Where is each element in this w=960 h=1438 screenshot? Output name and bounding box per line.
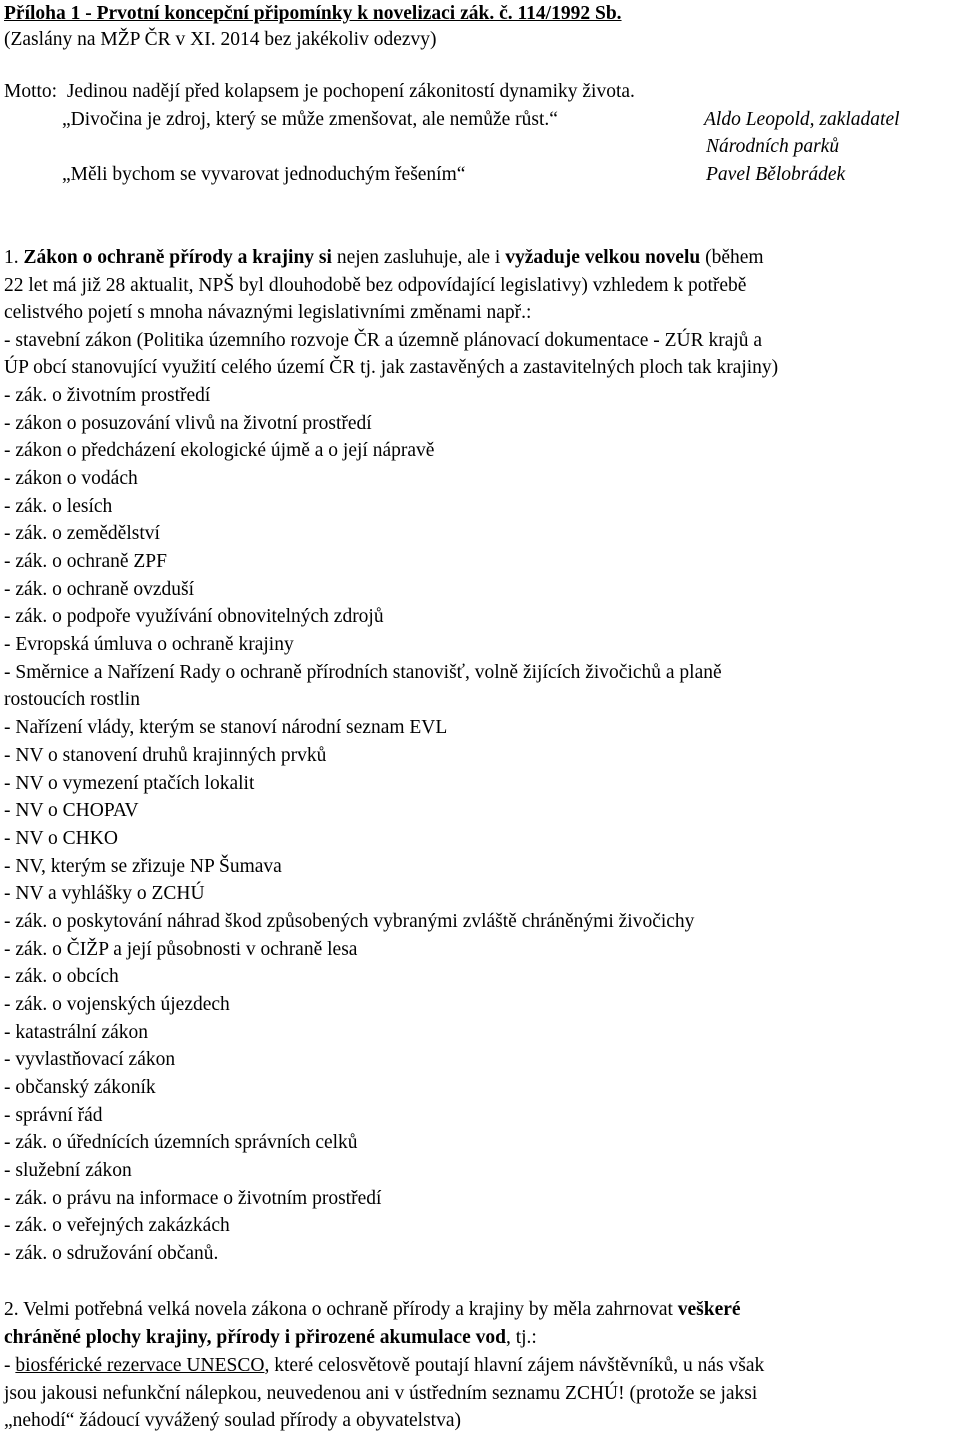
list-item: - zák. o veřejných zakázkách xyxy=(4,1215,230,1236)
quote-2-author: Pavel Bělobrádek xyxy=(706,164,846,185)
section-1-line-4: - stavební zákon (Politika územního rozvoje ČR a územně plánovací dokumentace - ZÚR krajů a xyxy=(4,330,763,351)
section-1-bold-1: Zákon o ochraně přírody a krajiny si xyxy=(23,247,332,268)
section-2-text-2: , tj.: xyxy=(505,1327,537,1348)
list-item: - NV, kterým se zřizuje NP Šumava xyxy=(4,856,282,877)
list-item: - zákon o posuzování vlivů na životní prostředí xyxy=(4,413,372,434)
document-subtitle: (Zaslány na MŽP ČR v XI. 2014 bez jakékoliv odezvy) xyxy=(4,29,437,50)
document-title: Příloha 1 - Prvotní koncepční připomínky k novelizaci zák. č. 114/1992 Sb. xyxy=(4,3,622,24)
section-1-intro xyxy=(4,246,958,270)
list-item: - zák. o právu na informace o životním prostředí xyxy=(4,1188,382,1209)
list-item: - zák. o zemědělství xyxy=(4,523,160,544)
motto-line xyxy=(4,80,958,104)
section-1-number: 1. xyxy=(4,247,24,268)
section-1-bold-2: vyžaduje velkou novelu xyxy=(505,247,701,268)
list-item: - zák. o obcích xyxy=(4,966,119,987)
list-item: - správní řád xyxy=(4,1105,103,1126)
section-2-text-3: , které celosvětově poutají hlavní zájem návštěvníků, u nás však xyxy=(264,1355,765,1376)
list-item: - Směrnice a Nařízení Rady o ochraně přírodních stanovišť, volně žijících živočichů a planě xyxy=(4,662,722,683)
section-1-text-1: nejen zasluhuje, ale i xyxy=(331,247,506,268)
list-item: - zák. o ochraně ZPF xyxy=(4,551,167,572)
list-item: - zákon o vodách xyxy=(4,468,138,489)
list-item: - zák. o ČIŽP a její působnosti v ochraně lesa xyxy=(4,939,358,960)
list-item: - NV a vyhlášky o ZCHÚ xyxy=(4,883,205,904)
list-item: - zák. o ochraně ovzduší xyxy=(4,579,195,600)
section-2-dash: - xyxy=(4,1355,16,1376)
list-item: - zákon o předcházení ekologické újmě a o její nápravě xyxy=(4,440,435,461)
list-item: - zák. o poskytování náhrad škod způsobených vybranými zvláště chráněnými živočichy xyxy=(4,911,695,932)
list-item: rostoucích rostlin xyxy=(4,689,140,710)
quote-1: „Divočina je zdroj, který se může zmenšovat, ale nemůže růst.“ xyxy=(62,109,558,130)
quote-1-author-cont: Národních parků xyxy=(706,136,840,157)
list-item: - zák. o životním prostředí xyxy=(4,385,211,406)
list-item: - NV o CHOPAV xyxy=(4,800,139,821)
section-2-bold-1: veškeré xyxy=(677,1299,741,1320)
list-item: - Nařízení vlády, kterým se stanoví národní seznam EVL xyxy=(4,717,448,738)
section-1-line-2: 22 let má již 28 aktualit, NPŠ byl dlouhodobě bez odpovídající legislativy) vzhledem k potřebě xyxy=(4,275,747,296)
list-item: - zák. o vojenských újezdech xyxy=(4,994,230,1015)
section-2-line-5: „nehodí“ žádoucí vyvážený soulad přírody a obyvatelstva) xyxy=(4,1410,462,1431)
section-2-line-4: jsou jakousi nefunkční nálepkou, neuvedenou ani v ústředním seznamu ZCHÚ! (protože se jaksi xyxy=(4,1383,758,1404)
motto-text: Jedinou nadějí před kolapsem je pochopení zákonitostí dynamiky života. xyxy=(66,81,635,102)
quote-1-author: Aldo Leopold, zakladatel xyxy=(704,109,900,130)
section-1-line-3: celistvého pojetí s mnoha návaznými legislativními změnami např.: xyxy=(4,302,532,323)
unesco-link[interactable]: biosférické rezervace UNESCO xyxy=(15,1355,265,1376)
section-1-line-5: ÚP obcí stanovující využití celého území ČR tj. jak zastavěných a zastavitelných ploch tak krajiny) xyxy=(4,357,779,378)
list-item: - katastrální zákon xyxy=(4,1022,149,1043)
section-2-line-2 xyxy=(4,1326,958,1350)
list-item: - služební zákon xyxy=(4,1160,132,1181)
list-item: - NV o stanovení druhů krajinných prvků xyxy=(4,745,327,766)
section-1-text-2: (během xyxy=(700,247,764,268)
section-2-bold-2: chráněné plochy krajiny, přírody i přirozené akumulace vod xyxy=(4,1327,506,1348)
list-item: - NV o CHKO xyxy=(4,828,118,849)
list-item: - občanský zákoník xyxy=(4,1077,156,1098)
list-item: - zák. o podpoře využívání obnovitelných zdrojů xyxy=(4,606,384,627)
list-item: - vyvlastňovací zákon xyxy=(4,1049,176,1070)
list-item: - zák. o sdružování občanů. xyxy=(4,1243,219,1264)
section-2-line-3 xyxy=(4,1354,958,1378)
section-2-line-1 xyxy=(4,1298,958,1322)
list-item: - zák. o lesích xyxy=(4,496,113,517)
quote-2: „Měli bychom se vyvarovat jednoduchým řešením“ xyxy=(62,164,466,185)
list-item: - Evropská úmluva o ochraně krajiny xyxy=(4,634,294,655)
list-item: - NV o vymezení ptačích lokalit xyxy=(4,773,255,794)
list-item: - zák. o úřednících územních správních celků xyxy=(4,1132,358,1153)
motto-label: Motto: xyxy=(4,81,58,102)
section-2-text-1: 2. Velmi potřebná velká novela zákona o ochraně přírody a krajiny by měla zahrnovat xyxy=(4,1299,678,1320)
